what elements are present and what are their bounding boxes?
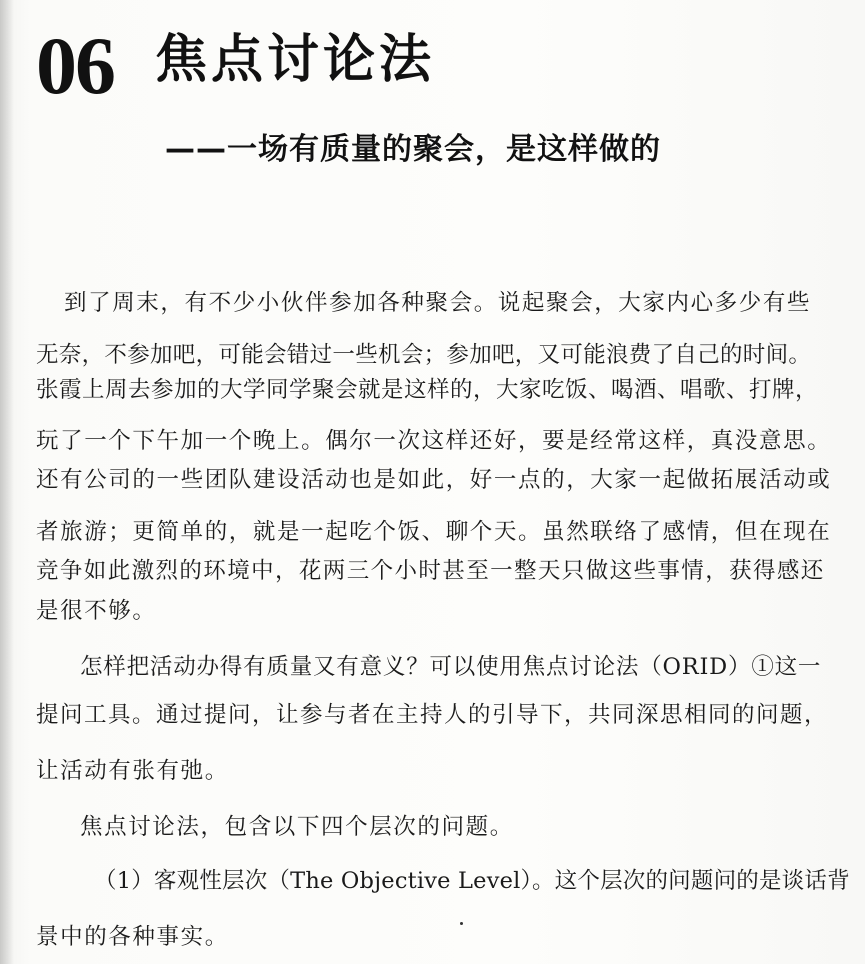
paragraph-4-line-1: （1）客观性层次（The Objective Level）。这个层次的问题问的是谈话背: [94, 868, 850, 894]
paragraph-1-line-3: 张霞上周去参加的大学同学聚会就是这样的，大家吃饭、喝酒、唱歌、打牌，: [36, 377, 819, 403]
paragraph-2-line-3: 让活动有张有弛。: [36, 758, 229, 784]
chapter-subtitle: ——一场有质量的聚会，是这样做的: [165, 132, 661, 167]
paragraph-2-line-1: 怎样把活动办得有质量又有意义？可以使用焦点讨论法（ORID）①这一: [80, 654, 822, 680]
paragraph-1-line-5: 还有公司的一些团队建设活动也是如此，好一点的，大家一起做拓展活动或: [36, 467, 832, 493]
paragraph-1-line-4: 玩了一个下午加一个晚上。偶尔一次这样还好，要是经常这样，真没意思。: [36, 428, 832, 454]
paragraph-3-line-1: 焦点讨论法，包含以下四个层次的问题。: [80, 814, 514, 840]
paragraph-2-line-2: 提问工具。通过提问，让参与者在主持人的引导下，共同深思相同的问题，: [36, 702, 829, 728]
paragraph-1-line-2: 无奈，不参加吧，可能会错过一些机会；参加吧，又可能浪费了自己的时间。: [36, 342, 812, 368]
print-speck: [460, 922, 463, 925]
paragraph-1-line-7: 竞争如此激烈的环境中，花两三个小时甚至一整天只做这些事情，获得感还: [36, 558, 825, 584]
paragraph-4-line-2: 景中的各种事实。: [36, 924, 229, 950]
paragraph-1-line-8: 是很不够。: [36, 598, 157, 624]
paragraph-1-line-1: 到了周末，有不少小伙伴参加各种聚会。说起聚会，大家内心多少有些: [64, 290, 812, 316]
chapter-title: 焦点讨论法: [155, 30, 436, 90]
chapter-number: 06: [36, 20, 114, 111]
paragraph-1-line-6: 者旅游；更简单的，就是一起吃个饭、聊个天。虽然联络了感情，但在现在: [36, 519, 832, 545]
